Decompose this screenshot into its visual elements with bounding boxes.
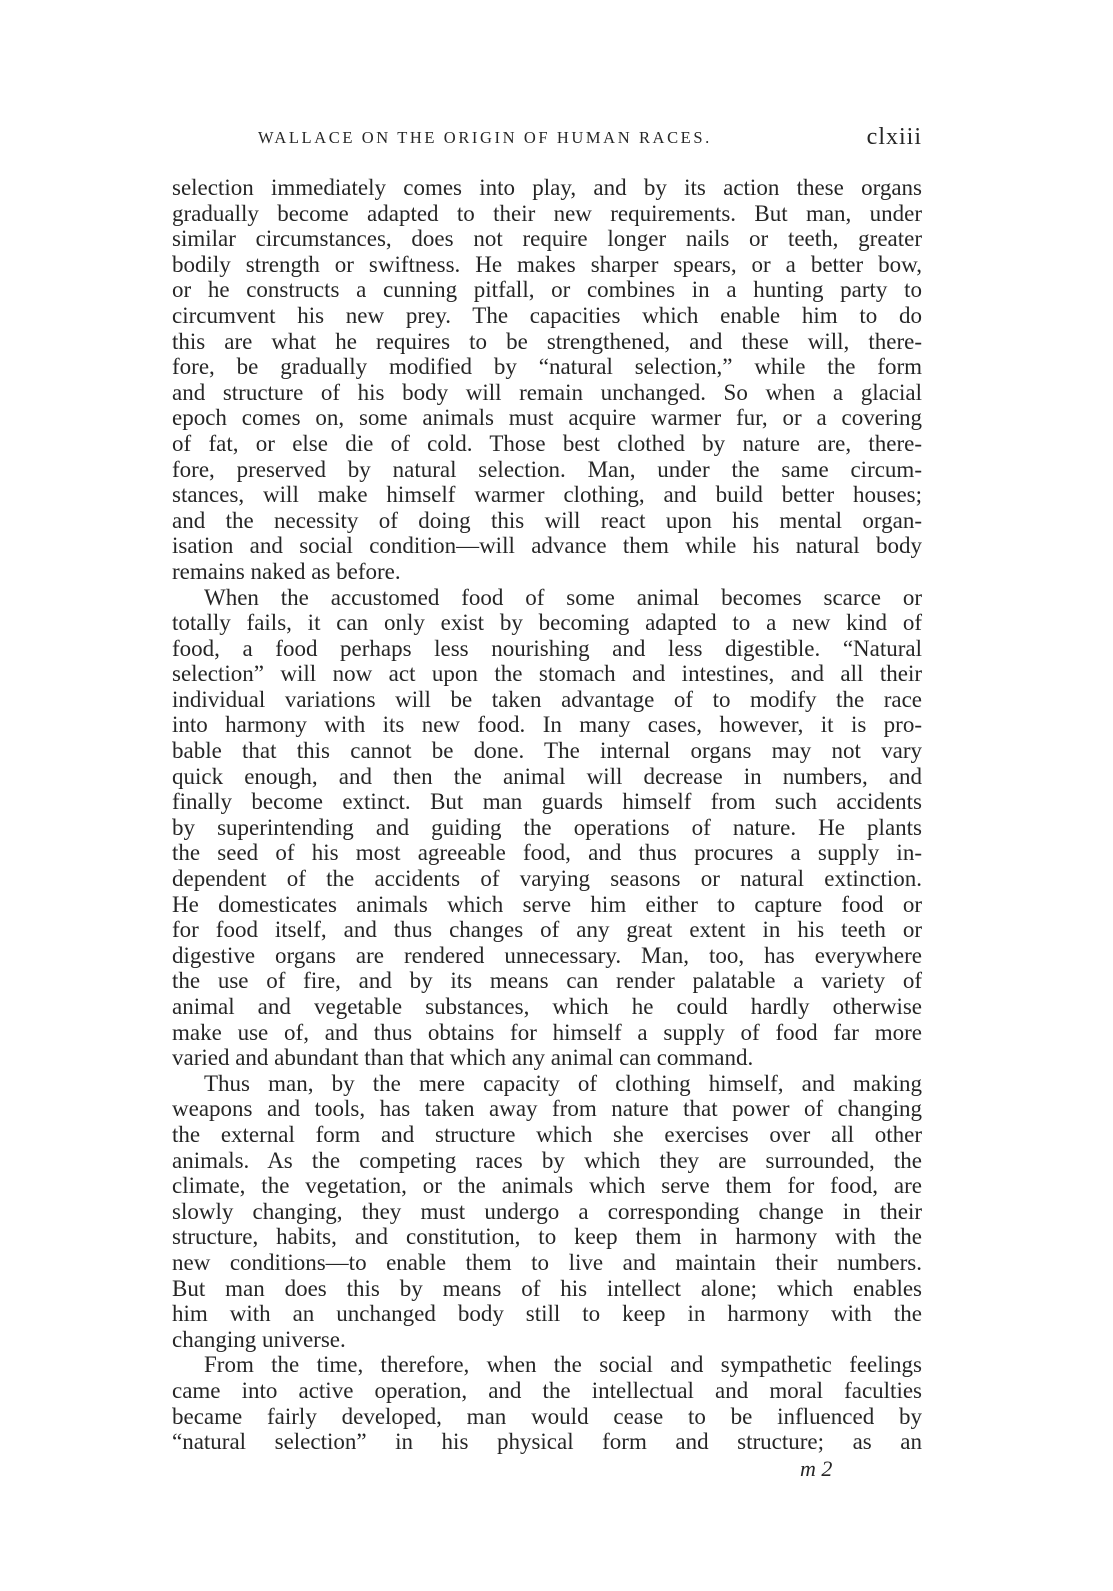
body-text (172, 175, 922, 1455)
text-line: bodily strength or swiftness. He makes sharper spears, or a better bow, (172, 251, 922, 277)
text-line: quick enough, and then the animal will decrease in numbers, and (172, 763, 922, 789)
text-line: bable that this cannot be done. The internal organs may not vary (172, 738, 922, 764)
text-line: gradually become adapted to their new requirements. But man, under (172, 200, 922, 226)
text-line: weapons and tools, has taken away from nature that power of changing (172, 1096, 922, 1122)
text-line: became fairly developed, man would cease to be influenced by (172, 1403, 922, 1429)
text-line: climate, the vegetation, or the animals which serve them for food, are (172, 1173, 922, 1199)
text-line: the external form and structure which she exercises over all other (172, 1121, 922, 1147)
text-line: Thus man, by the mere capacity of clothing himself, and making (204, 1070, 922, 1096)
text-line: of fat, or else die of cold. Those best clothed by nature are, there- (172, 430, 922, 456)
text-line: stances, will make himself warmer clothing, and build better houses; (172, 482, 922, 508)
text-line: selection immediately comes into play, and by its action these organs (172, 175, 922, 200)
text-line: by superintending and guiding the operations of nature. He plants (172, 814, 922, 840)
text-line: isation and social condition—will advance them while his natural body (172, 533, 922, 559)
paragraph (172, 1071, 922, 1353)
text-line: and the necessity of doing this will react upon his mental organ- (172, 507, 922, 533)
text-line: food, a food perhaps less nourishing and less digestible. “Natural (172, 635, 922, 661)
text-line: fore, be gradually modified by “natural selection,” while the form (172, 354, 922, 380)
text-line: the seed of his most agreeable food, and thus procures a supply in- (172, 840, 922, 866)
text-line: individual variations will be taken advantage of to modify the race (172, 686, 922, 712)
page-number: clxiii (866, 124, 922, 150)
text-line: “natural selection” in his physical form and structure; as an (172, 1429, 922, 1455)
text-line: him with an unchanged body still to keep in harmony with the (172, 1301, 922, 1327)
signature-mark: m 2 (800, 1456, 833, 1481)
text-line: circumvent his new prey. The capacities which enable him to do (172, 302, 922, 328)
text-line: fore, preserved by natural selection. Man, under the same circum- (172, 456, 922, 482)
running-title: WALLACE ON THE ORIGIN OF HUMAN RACES. (258, 128, 712, 147)
paragraph (172, 585, 922, 1071)
text-line: for food itself, and thus changes of any great extent in his teeth or (172, 917, 922, 943)
paragraph (172, 175, 922, 585)
text-line: into harmony with its new food. In many cases, however, it is pro- (172, 712, 922, 738)
text-line: changing universe. (172, 1326, 346, 1352)
text-line: new conditions—to enable them to live and maintain their numbers. (172, 1249, 922, 1275)
text-line: the use of fire, and by its means can render palatable a variety of (172, 968, 922, 994)
text-line: came into active operation, and the intellectual and moral faculties (172, 1377, 922, 1403)
text-line: and structure of his body will remain unchanged. So when a glacial (172, 379, 922, 405)
text-line: totally fails, it can only exist by becoming adapted to a new kind of (172, 610, 922, 636)
text-line: animals. As the competing races by which they are surrounded, the (172, 1147, 922, 1173)
text-line: digestive organs are rendered unnecessary. Man, too, has everywhere (172, 942, 922, 968)
text-line: From the time, therefore, when the social and sympathetic feelings (204, 1352, 922, 1378)
text-line: animal and vegetable substances, which he could hardly otherwise (172, 994, 922, 1019)
text-line: similar circumstances, does not require longer nails or teeth, greater (172, 226, 922, 252)
paragraph (172, 1352, 922, 1454)
text-line: selection” will now act upon the stomach and intestines, and all their (172, 661, 922, 687)
text-line: slowly changing, they must undergo a corresponding change in their (172, 1198, 922, 1224)
text-line: or he constructs a cunning pitfall, or combines in a hunting party to (172, 277, 922, 303)
text-line: varied and abundant than that which any animal can command. (172, 1045, 754, 1071)
text-line: finally become extinct. But man guards himself from such accidents (172, 789, 922, 815)
running-header (172, 124, 922, 154)
text-line: structure, habits, and constitution, to keep them in harmony with the (172, 1224, 922, 1250)
text-line: remains naked as before. (172, 558, 401, 584)
text-line: this are what he requires to be strengthened, and these will, there- (172, 328, 922, 354)
text-line: epoch comes on, some animals must acquire warmer fur, or a covering (172, 405, 922, 431)
text-line: make use of, and thus obtains for himself a supply of food far more (172, 1019, 922, 1045)
text-line: He domesticates animals which serve him either to capture food or (172, 891, 922, 917)
text-line: dependent of the accidents of varying seasons or natural extinction. (172, 866, 922, 892)
text-line: When the accustomed food of some animal becomes scarce or (204, 584, 922, 610)
text-line: But man does this by means of his intellect alone; which enables (172, 1275, 922, 1301)
